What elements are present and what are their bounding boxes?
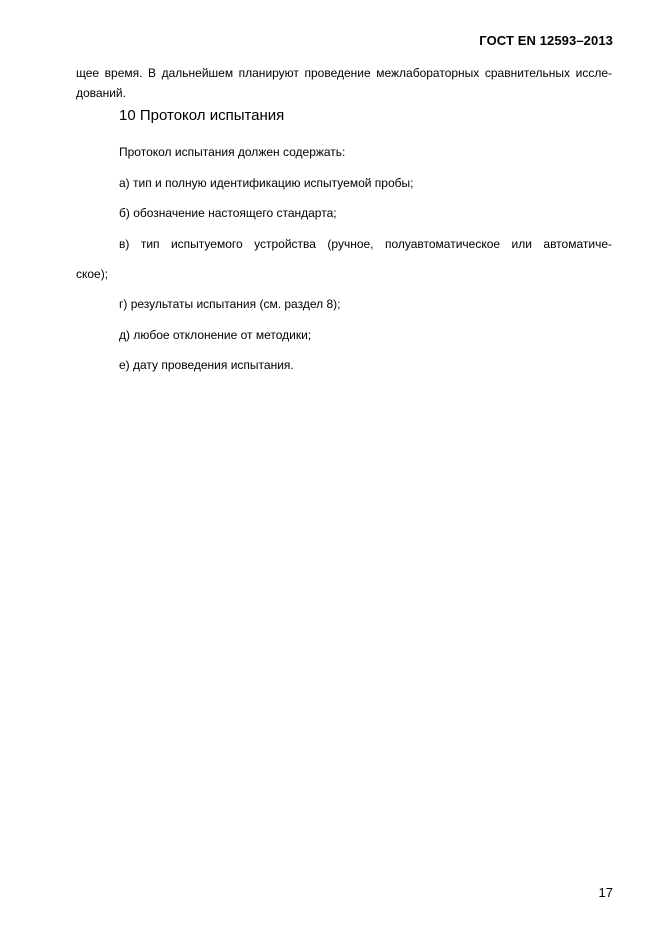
- section-lead-text: Протокол испытания должен содержать:: [119, 145, 346, 159]
- intro-text-line-1: щее время. В дальнейшем планируют проведение межлабораторных сравнительных иссле-: [76, 66, 612, 80]
- list-item-d: г) результаты испытания (см. раздел 8);: [119, 297, 341, 311]
- page-number: 17: [598, 885, 613, 900]
- list-item-c-line-1: в) тип испытуемого устройства (ручное, полуавтоматическое или автоматиче-: [119, 237, 612, 251]
- list-item-f: е) дату проведения испытания.: [119, 358, 294, 372]
- list-item-a: а) тип и полную идентификацию испытуемой пробы;: [119, 176, 414, 190]
- list-item-e: д) любое отклонение от методики;: [119, 328, 312, 342]
- intro-text-line-2: дований.: [76, 86, 126, 100]
- list-item-b: б) обозначение настоящего стандарта;: [119, 206, 337, 220]
- document-code: ГОСТ EN 12593–2013: [479, 33, 613, 48]
- section-heading: 10 Протокол испытания: [119, 107, 285, 124]
- list-item-c-line-2: ское);: [76, 267, 109, 281]
